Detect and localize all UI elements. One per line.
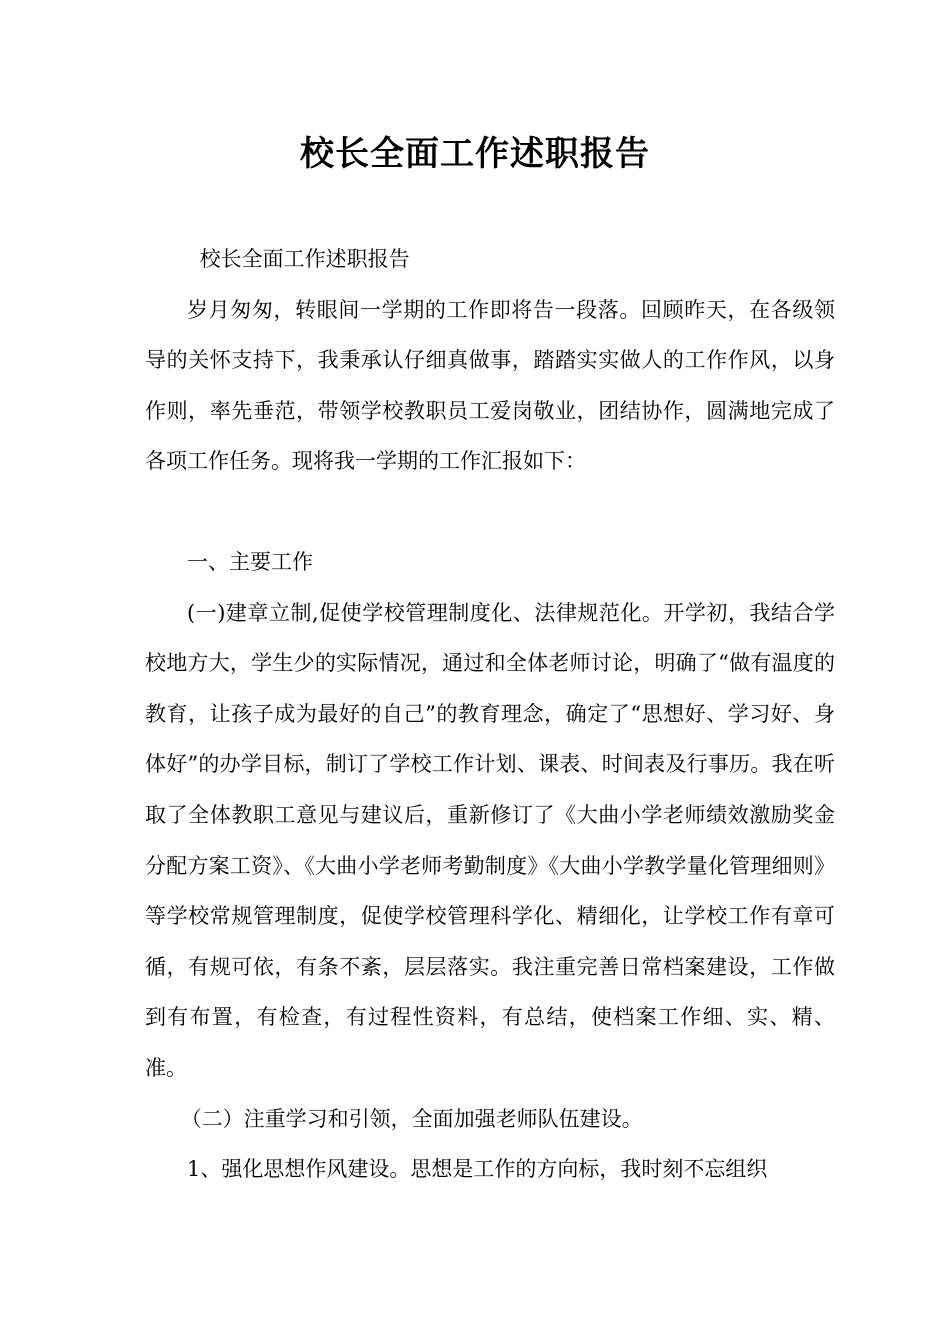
document-title: 校长全面工作述职报告 [300, 134, 650, 174]
document-body [145, 234, 835, 1195]
section-heading: 一、主要工作 [187, 549, 313, 574]
section-one-paragraph: (一)建章立制,促使学校管理制度化、法律规范化。开学初，我结合学校地方大，学生少的实际情况，通过和全体老师讨论，明确了“做有温度的教育，让孩子成为最好的自己”的教育理念，确定了“思想好、学习好、身体好”的办学目标，制订了学校工作计划、课表、时间表及行事历。我在听取了全体教职工意见与建议后，重新修订了《大曲小学老师绩效激励奖金分配方案工资》、《大曲小学老师考勤制度》《大曲小学教学量化管理细则》等学校常规管理制度，促使学校管理科学化、精细化，让学校工作有章可循，有规可依，有条不紊，层层落实。我注重完善日常档案建设，工作做到有布置，有检查，有过程性资料，有总结，使档案工作细、实、精、准。 [145, 600, 835, 1080]
item-one-paragraph: 1、强化思想作风建设。思想是工作的方向标，我时刻不忘组织 [187, 1157, 768, 1182]
intro-paragraph: 岁月匆匆，转眼间一学期的工作即将告一段落。回顾昨天，在各级领导的关怀支持下，我秉承认仔细真做事，踏踏实实做人的工作作风，以身作则，率先垂范，带领学校教职员工爱岗敬业，团结协作，圆满地完成了各项工作任务。现将我一学期的工作汇报如下： [145, 297, 835, 474]
subtitle-paragraph: 校长全面工作述职报告 [199, 247, 410, 271]
section-two-heading: （二）注重学习和引领，全面加强老师队伍建设。 [180, 1106, 643, 1131]
